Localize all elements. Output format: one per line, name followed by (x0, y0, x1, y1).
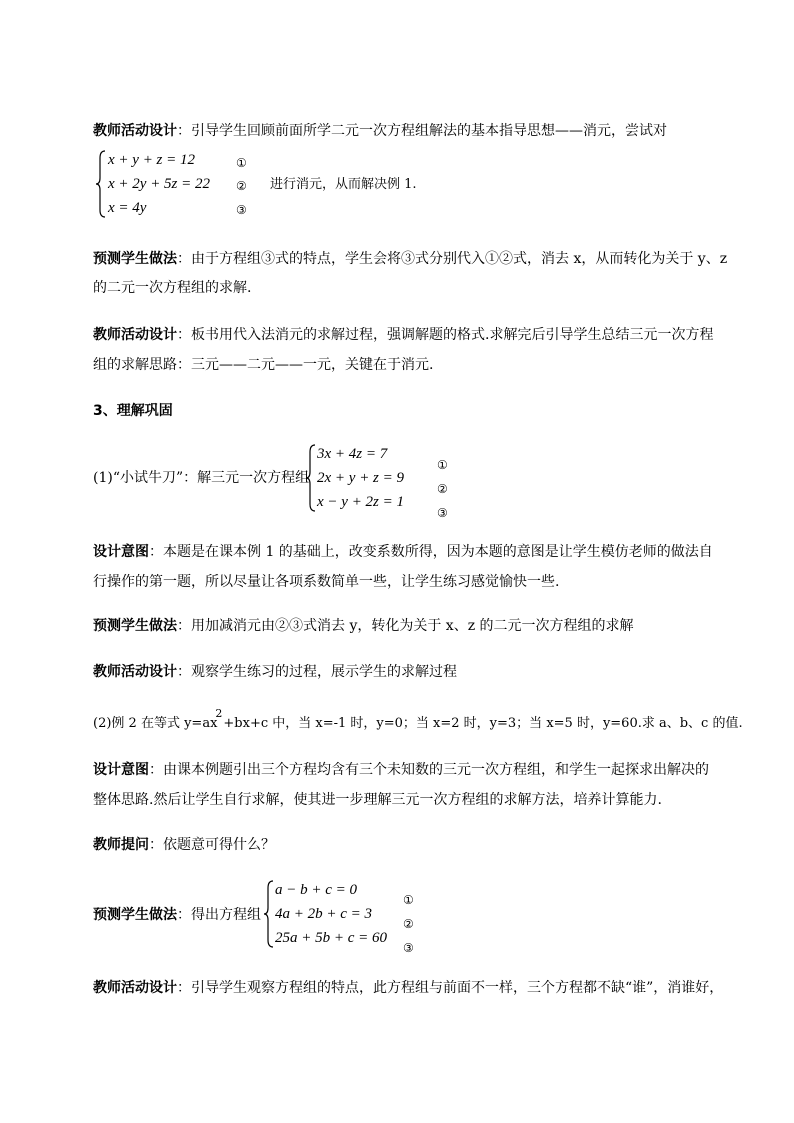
paragraph-teacher-design-3 (93, 662, 457, 682)
marker-2: ② (236, 179, 247, 193)
label-predict: 预测学生做法 (93, 907, 177, 923)
paragraph-predict-2 (93, 616, 634, 636)
paragraph-text: ：板书用代入法消元的求解过程，强调解题的格式.求解完后引导学生总结三元一次方程 (177, 327, 714, 343)
paragraph-text: ：用加减消元由②③式消去 y，转化为关于 x、z 的二元一次方程组的求解 (177, 618, 634, 634)
marker-3: ③ (403, 941, 414, 955)
paragraph-text: ：观察学生练习的过程，展示学生的求解过程 (177, 664, 457, 680)
paragraph-text: ：引导学生观察方程组的特点，此方程组与前面不一样，三个方程都不缺“谁”，消谁好， (177, 980, 724, 996)
paragraph-design-intent-1-line-2: 行操作的第一题，所以尽量让各项系数简单一些，让学生练习感觉愉快一些. (93, 574, 560, 590)
paragraph-text: ：由于方程组③式的特点，学生会将③式分别代入①②式，消去 x，从而转化为关于 y、z (177, 251, 728, 267)
paragraph-predict-1-line-1 (93, 249, 727, 269)
example-text: (2)例 2 在等式 y=ax (93, 716, 218, 731)
equation-2: 4a + 2b + c = 3 (275, 906, 373, 922)
marker-2: ② (403, 917, 414, 931)
equation-3: x = 4y (108, 200, 147, 216)
paragraph-design-intent-1-line-1 (93, 542, 713, 562)
paragraph-teacher-design-4 (93, 978, 723, 998)
label-teacher-design: 教师活动设计 (93, 980, 177, 996)
paragraph-teacher-design-2-line-2: 组的求解思路：三元——二元——一元，关键在于消元. (93, 357, 434, 373)
equation-system-2 (306, 444, 506, 524)
equation-1: x + y + z = 12 (108, 152, 196, 168)
marker-1: ① (403, 893, 414, 907)
equation-3: x − y + 2z = 1 (317, 494, 405, 510)
left-brace-icon (306, 444, 316, 512)
marker-1: ① (437, 458, 448, 472)
equation-1: a − b + c = 0 (275, 882, 358, 898)
equation-2: x + 2y + 5z = 22 (108, 176, 211, 192)
section-heading: 3、理解巩固 (93, 403, 173, 419)
paragraph-teacher-design-2-line-1 (93, 325, 713, 345)
exercise-1-prefix: (1)“小试牛刀”：解三元一次方程组 (93, 470, 310, 486)
paragraph-text: ：依题意可得什么？ (149, 837, 275, 853)
left-brace-icon (264, 880, 274, 948)
label-teacher-question: 教师提问 (93, 837, 149, 853)
label-teacher-design: 教师活动设计 (93, 123, 177, 139)
paragraph-text: ：本题是在课本例 1 的基础上，改变系数所得，因为本题的意图是让学生模仿老师的做法自 (149, 544, 713, 560)
paragraph-text: ：引导学生回顾前面所学二元一次方程组解法的基本指导思想——消元，尝试对 (177, 123, 667, 139)
label-design-intent: 设计意图 (93, 544, 149, 560)
equation-3: 25a + 5b + c = 60 (275, 930, 388, 946)
marker-2: ② (437, 482, 448, 496)
marker-1: ① (236, 156, 247, 170)
paragraph-teacher-design-1 (93, 121, 667, 141)
equation-1: 3x + 4z = 7 (317, 446, 388, 462)
paragraph-teacher-question (93, 835, 275, 855)
equation-2: 2x + y + z = 9 (317, 470, 405, 486)
marker-3: ③ (236, 203, 247, 217)
exponent: 2 (215, 707, 223, 720)
example-2-statement (93, 707, 743, 734)
label-predict: 预测学生做法 (93, 251, 177, 267)
paragraph-design-intent-2-line-1 (93, 760, 709, 780)
paragraph-predict-3 (93, 905, 261, 925)
label-predict: 预测学生做法 (93, 618, 177, 634)
label-design-intent: 设计意图 (93, 762, 149, 778)
paragraph-predict-1-line-2: 的二元一次方程组的求解. (93, 280, 252, 296)
paragraph-text: ：得出方程组 (177, 907, 261, 923)
paragraph-design-intent-2-line-2: 整体思路.然后让学生自行求解，使其进一步理解三元一次方程组的求解方法，培养计算能力. (93, 792, 662, 808)
example-text: +bx+c 中，当 x=-1 时，y=0；当 x=2 时，y=3；当 x=5 时，y=60.求 a、b、c 的值. (223, 716, 743, 731)
label-teacher-design: 教师活动设计 (93, 327, 177, 343)
left-brace-icon (96, 150, 106, 218)
marker-3: ③ (437, 506, 448, 520)
label-teacher-design: 教师活动设计 (93, 664, 177, 680)
equation-system-3 (264, 880, 464, 960)
paragraph-text: ：由课本例题引出三个方程均含有三个未知数的三元一次方程组，和学生一起探求出解决的 (149, 762, 709, 778)
system-1-suffix: 进行消元，从而解决例 1. (270, 177, 417, 192)
